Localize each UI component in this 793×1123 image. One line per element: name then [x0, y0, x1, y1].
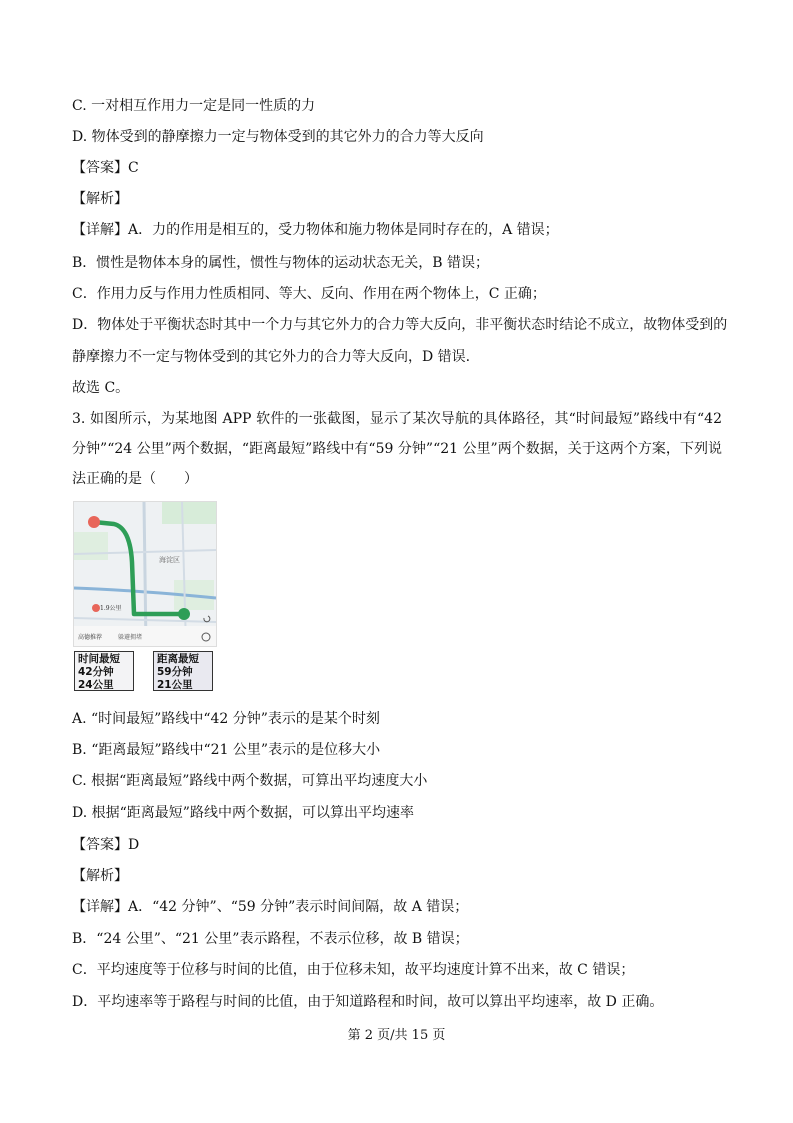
detail-d-prev-1: D．物体处于平衡状态时其中一个力与其它外力的合力等大反向，非平衡状态时结论不成立，故物体受到的 [72, 317, 728, 333]
svg-text:海淀区: 海淀区 [159, 556, 180, 564]
option-d: D. 根据“距离最短”路线中两个数据，可以算出平均速率 [72, 805, 414, 821]
route-card-time: 59分钟 [157, 666, 193, 678]
detail-b-prev: B．惯性是物体本身的属性，惯性与物体的运动状态无关，B 错误； [72, 255, 490, 271]
detail-d-prev-2: 静摩擦力不一定与物体受到的其它外力的合力等大反向，D 错误. [72, 349, 471, 365]
route-card-distance: 21公里 [157, 679, 193, 691]
map-screenshot [73, 501, 217, 647]
route-card-title: 时间最短 [78, 653, 120, 665]
detail-a-prev: 【详解】A．力的作用是相互的，受力物体和施力物体是同时存在的，A 错误； [72, 222, 559, 238]
svg-text:1.9公里: 1.9公里 [100, 605, 122, 612]
option-a: A. “时间最短”路线中“42 分钟”表示的是某个时刻 [72, 711, 380, 727]
svg-text:高德推荐: 高德推荐 [78, 634, 103, 641]
route-card-time-shortest [74, 651, 134, 691]
option-c-prev: C. 一对相互作用力一定是同一性质的力 [72, 98, 316, 114]
answer-label-prev: 【答案】C [72, 160, 139, 176]
option-d-prev: D. 物体受到的静摩擦力一定与物体受到的其它外力的合力等大反向 [72, 129, 484, 145]
detail-b: B．“24 公里”、“21 公里”表示路程，不表示位移，故 B 错误； [72, 931, 469, 947]
route-card-distance: 24公里 [78, 679, 114, 691]
map-graphic [74, 502, 216, 646]
page-footer: 第 2 页/共 15 页 [347, 1028, 446, 1043]
question-3-text: 3. 如图所示，为某地图 APP 软件的一张截图，显示了某次导航的具体路径，其“时间最短”路线中有“42 分钟”“24 公里”两个数据，“距离最短”路线中有“59 分钟”“21 公里”两个数据，关于这两个方案，下列说法正确的是（ ） [72, 411, 722, 487]
detail-c: C．平均速度等于位移与时间的比值，由于位移未知，故平均速度计算不出来，故 C 错误； [72, 962, 635, 978]
option-b: B. “距离最短”路线中“21 公里”表示的是位移大小 [72, 742, 381, 758]
route-card-title: 距离最短 [157, 653, 199, 665]
route-card-distance-shortest [153, 651, 213, 691]
choice-prev: 故选 C。 [72, 380, 130, 396]
detail-c-prev: C．作用力反与作用力性质相同、等大、反向、作用在两个物体上，C 正确； [72, 286, 546, 302]
option-c: C. 根据“距离最短”路线中两个数据，可算出平均速度大小 [72, 773, 428, 789]
detail-a: 【详解】A．“42 分钟”、“59 分钟”表示时间间隔，故 A 错误； [72, 899, 469, 915]
detail-d: D．平均速率等于路程与时间的比值，由于知道路程和时间，故可以算出平均速率，故 D 正确。 [72, 994, 664, 1010]
analysis-label-prev: 【解析】 [72, 191, 128, 207]
analysis-label: 【解析】 [72, 868, 128, 884]
answer-label: 【答案】D [72, 837, 140, 853]
route-card-time: 42分钟 [78, 666, 114, 678]
svg-text:躲避拥堵: 躲避拥堵 [118, 634, 143, 641]
